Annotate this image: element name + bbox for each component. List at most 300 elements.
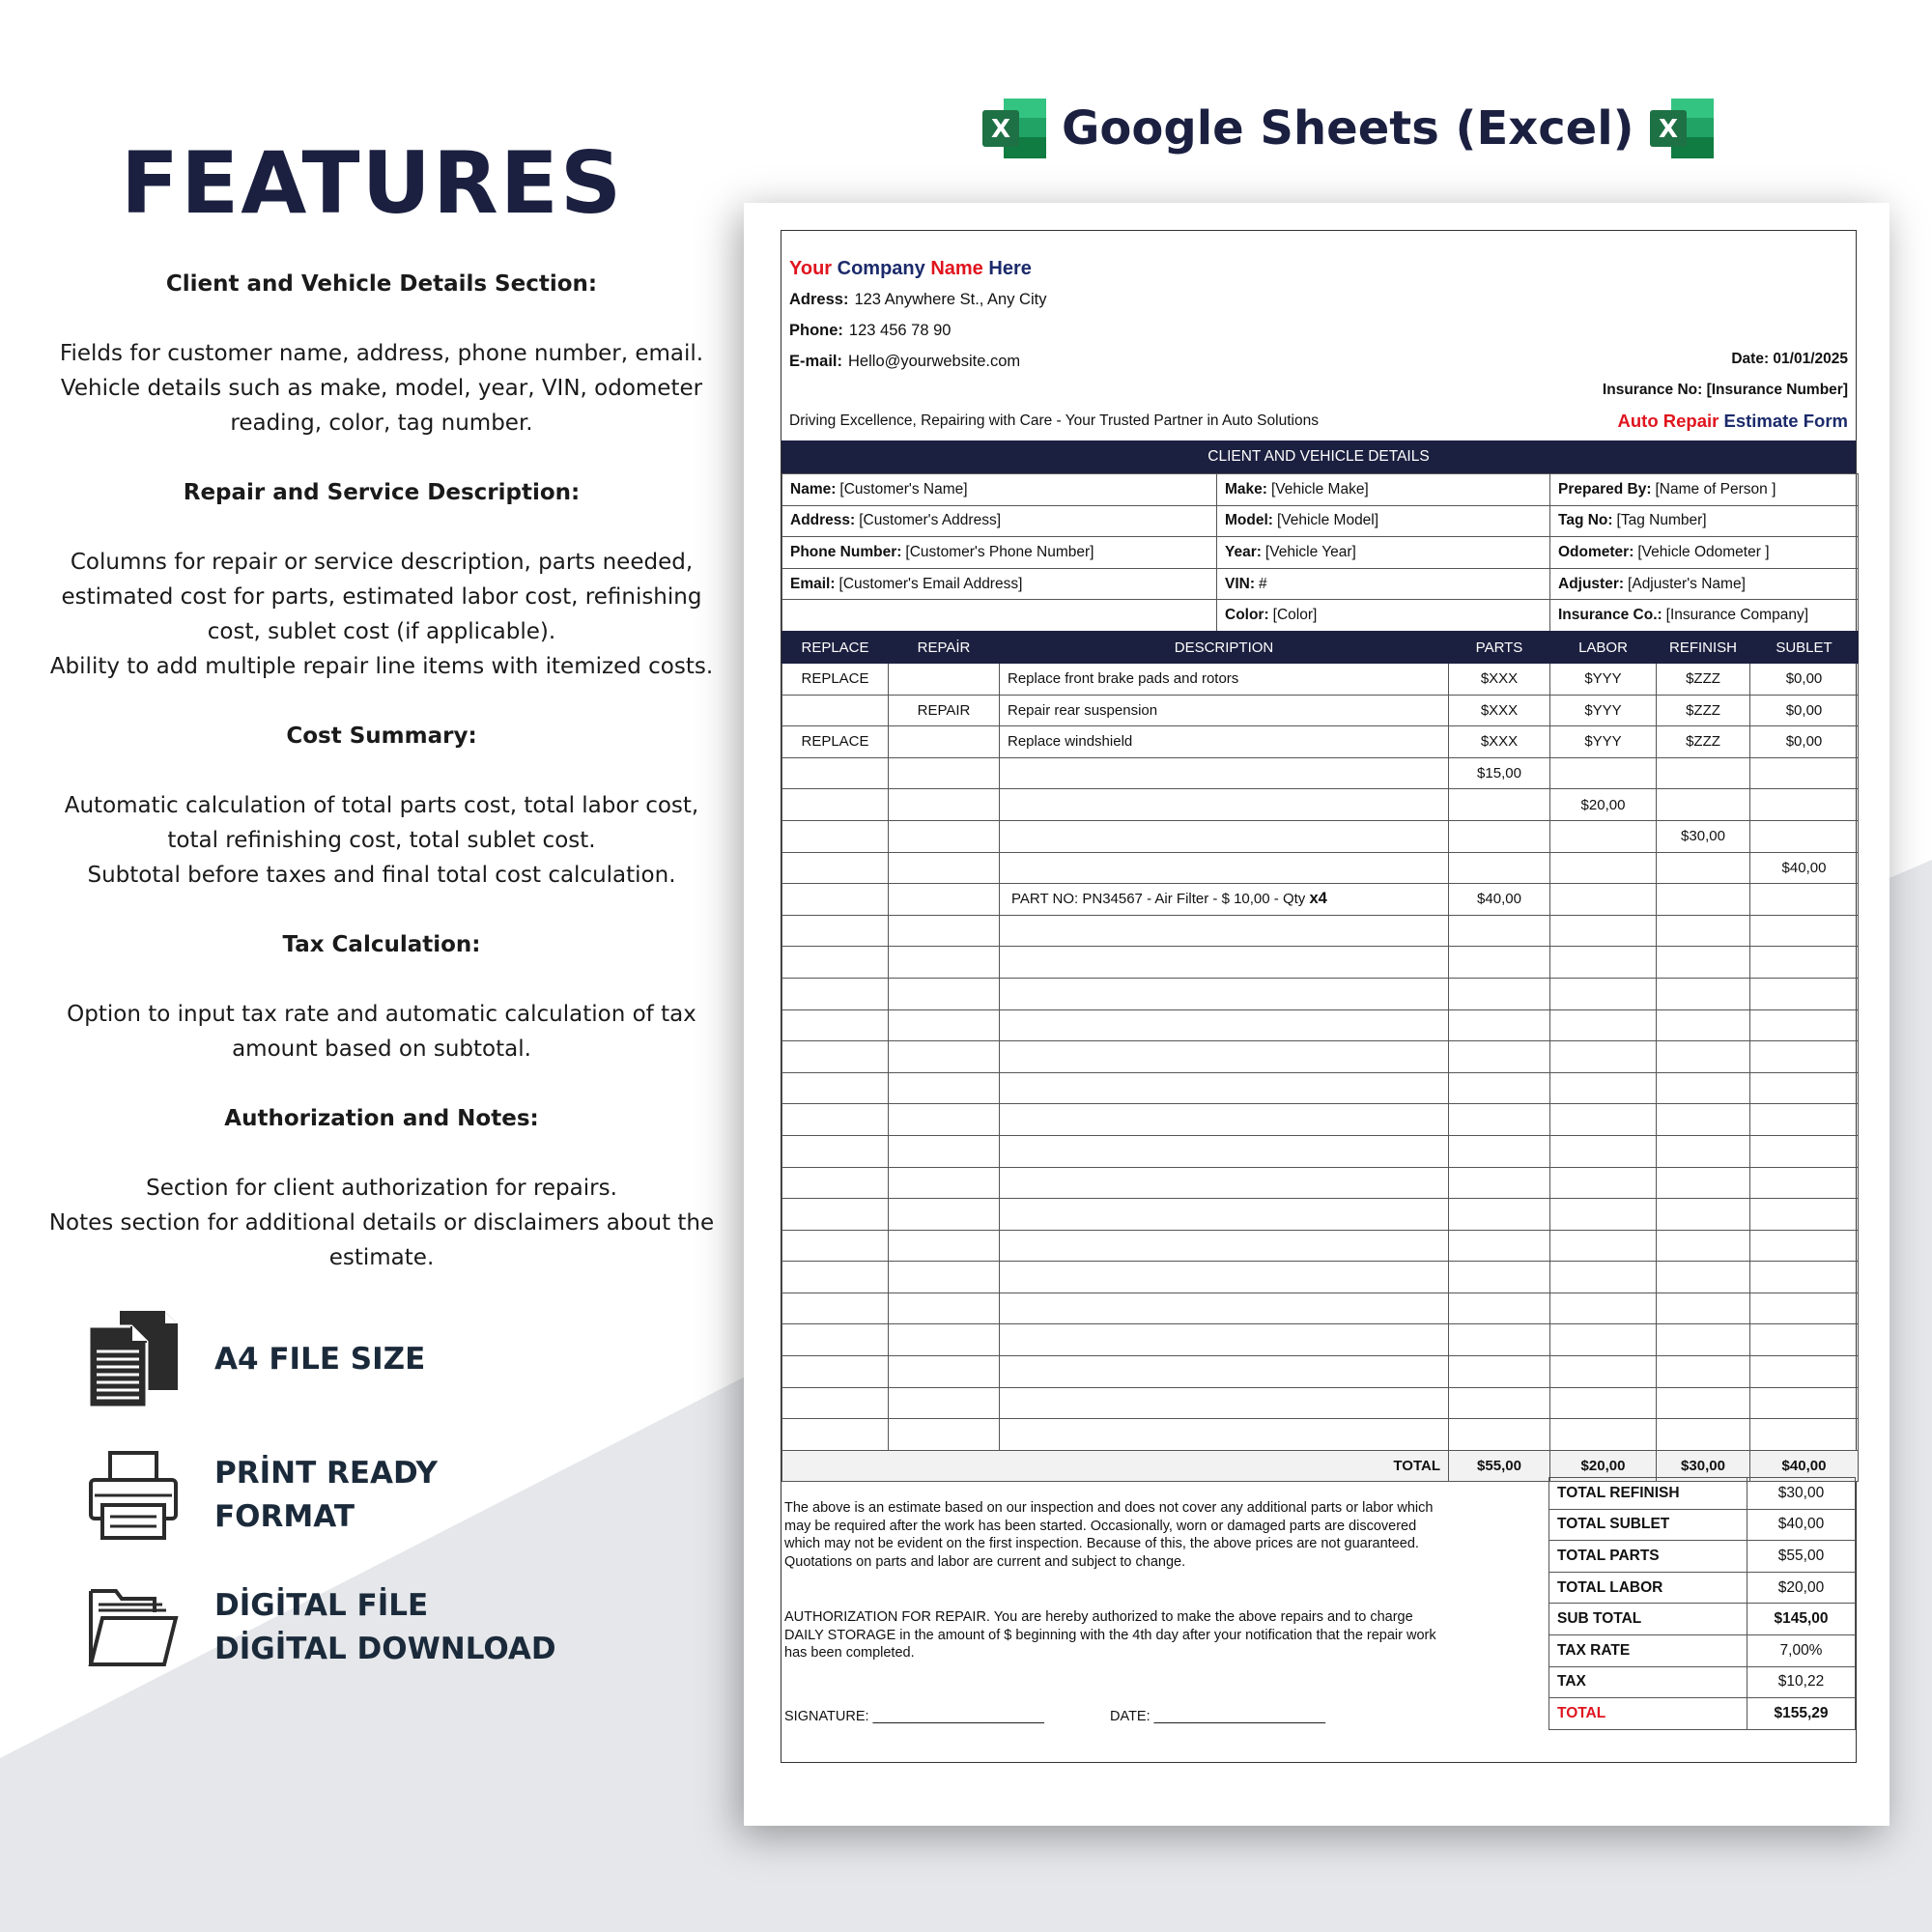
item-cell[interactable] [1449,1419,1550,1451]
details-row [782,505,1859,537]
feature-section [39,1101,724,1275]
item-cell[interactable]: Repair rear suspension [1000,695,1449,726]
summary-value[interactable]: $155,29 [1747,1698,1856,1730]
item-cell[interactable] [782,852,889,884]
item-cell[interactable] [1750,1199,1859,1231]
feature-heading: Tax Calculation: [282,932,481,957]
item-cell[interactable] [1550,820,1657,852]
details-cell[interactable] [1217,505,1550,537]
item-cell[interactable] [1550,884,1657,916]
item-cell[interactable] [1449,1324,1550,1356]
empty-row [782,915,1859,947]
item-cell[interactable]: $YYY [1550,664,1657,696]
item-cell[interactable] [1449,1135,1550,1167]
details-cell[interactable] [1550,568,1859,600]
details-label: Tag No: [1558,512,1613,529]
item-cell[interactable] [1657,1324,1750,1356]
item-cell[interactable] [1750,1262,1859,1293]
details-cell[interactable] [1217,600,1550,632]
feature-line: Ability to add multiple repair line items with itemized costs. [49,654,714,679]
badge-text [214,1338,425,1381]
item-cell[interactable]: $ZZZ [1657,664,1750,696]
item-cell[interactable] [1750,1041,1859,1073]
item-cell[interactable] [1000,1356,1449,1388]
company-phone [789,322,951,340]
item-cell[interactable] [1000,1167,1449,1199]
item-cell[interactable] [1657,1104,1750,1136]
item-cell[interactable] [889,1041,1000,1073]
item-cell[interactable] [1750,1293,1859,1324]
item-cell[interactable] [1657,1419,1750,1451]
item-cell[interactable] [1550,915,1657,947]
email-value: Hello@yourwebsite.com [848,353,1021,370]
company-email [789,353,1020,371]
item-cell[interactable] [889,884,1000,916]
summary-label: TOTAL LABOR [1549,1572,1747,1604]
item-cell[interactable] [1449,1356,1550,1388]
item-cell[interactable] [1657,978,1750,1009]
item-cell[interactable] [1550,1199,1657,1231]
column-header: REFINISH [1657,632,1750,664]
details-cell[interactable] [1217,474,1550,506]
item-cell[interactable] [1657,852,1750,884]
summary-value[interactable]: 7,00% [1747,1634,1856,1666]
badge-line: A4 FILE SIZE [214,1341,426,1377]
summary-value[interactable]: $30,00 [1747,1478,1856,1510]
excel-icon-letter: X [1658,115,1678,144]
item-cell[interactable] [1000,1419,1449,1451]
item-row [782,789,1859,821]
details-cell[interactable] [782,600,1217,632]
item-cell[interactable] [782,757,889,789]
feature-line: amount based on subtotal. [232,1037,531,1062]
item-cell[interactable] [782,1041,889,1073]
item-cell[interactable] [782,915,889,947]
item-cell[interactable] [782,695,889,726]
item-cell[interactable] [1000,1293,1449,1324]
item-cell[interactable] [1000,978,1449,1009]
feature-section [39,927,724,1066]
feature-text [39,545,724,684]
item-cell[interactable] [1449,1262,1550,1293]
empty-row [782,1262,1859,1293]
item-cell[interactable] [889,1293,1000,1324]
item-cell[interactable] [782,789,889,821]
item-cell[interactable] [889,1167,1000,1199]
sheets-title-text: Google Sheets (Excel) [1062,101,1634,156]
part-description: PART NO: PN34567 - Air Filter - $ 10,00 - Qty [1011,891,1310,908]
details-cell[interactable] [1550,537,1859,569]
item-cell[interactable] [889,852,1000,884]
item-cell[interactable] [889,1230,1000,1262]
item-cell[interactable] [1657,789,1750,821]
details-value: # [1259,575,1267,592]
item-cell[interactable] [1449,820,1550,852]
total-labor: $20,00 [1550,1450,1657,1482]
item-cell[interactable] [1750,1104,1859,1136]
estimate-sheet [744,203,1889,1826]
total-sublet: $40,00 [1750,1450,1859,1482]
item-cell[interactable] [1550,1041,1657,1073]
item-cell[interactable] [889,1199,1000,1231]
item-cell[interactable] [1550,1009,1657,1041]
item-cell[interactable] [782,884,889,916]
details-label: Adjuster: [1558,575,1625,592]
item-cell[interactable] [1000,1262,1449,1293]
cost-summary [1548,1477,1856,1730]
printer-icon [87,1449,180,1542]
details-cell[interactable] [1550,474,1859,506]
item-cell[interactable] [1657,1135,1750,1167]
item-cell[interactable] [889,789,1000,821]
estimate-disclaimer: The above is an estimate based on our inspection and does not cover any additional parts or labor which may be required after the work has been started. Occasionally, worn or damaged parts are discovered which may not be evident on the first inspection. Because of this, the above prices are not guaranteed. Quotations on parts and labor are current and subject to change. [784,1500,1434,1570]
item-cell[interactable] [1000,1199,1449,1231]
item-cell[interactable] [889,1072,1000,1104]
item-cell[interactable] [1750,1135,1859,1167]
item-cell[interactable] [1750,757,1859,789]
address-value: 123 Anywhere St., Any City [854,291,1047,308]
item-cell[interactable]: Replace front brake pads and rotors [1000,664,1449,696]
item-cell[interactable]: $YYY [1550,726,1657,758]
item-cell[interactable] [1000,1230,1449,1262]
item-cell[interactable] [1449,1199,1550,1231]
item-cell[interactable] [1750,884,1859,916]
item-cell[interactable] [1657,1041,1750,1073]
summary-row [1549,1572,1856,1604]
item-cell[interactable] [1750,947,1859,979]
item-cell[interactable] [782,1167,889,1199]
item-cell[interactable] [1449,915,1550,947]
item-row [782,852,1859,884]
item-cell[interactable] [1550,1104,1657,1136]
summary-value[interactable]: $20,00 [1747,1572,1856,1604]
details-label: VIN: [1225,575,1255,592]
summary-value[interactable]: $145,00 [1747,1604,1856,1635]
phone-value: 123 456 78 90 [848,322,952,339]
feature-line: Automatic calculation of total parts cost, total labor cost, [64,793,699,818]
details-cell[interactable] [1217,568,1550,600]
badge-text [214,1452,438,1539]
details-label: Insurance Co.: [1558,607,1662,624]
badge-print-ready [87,1449,438,1542]
item-cell[interactable] [782,1387,889,1419]
summary-row [1549,1541,1856,1573]
item-cell[interactable] [1449,789,1550,821]
item-cell[interactable] [1000,1104,1449,1136]
date-line[interactable]: DATE: ______________________ [1110,1709,1326,1724]
item-cell[interactable]: REPAIR [889,695,1000,726]
item-cell[interactable]: $15,00 [1449,757,1550,789]
item-cell[interactable] [1550,1262,1657,1293]
item-cell[interactable] [1550,1419,1657,1451]
details-label: Model: [1225,512,1273,529]
feature-line: Vehicle details such as make, model, year, VIN, odometer [60,376,703,401]
item-cell[interactable] [889,1387,1000,1419]
company-tagline: Driving Excellence, Repairing with Care - Your Trusted Partner in Auto Solutions [789,412,1319,429]
item-cell[interactable] [889,978,1000,1009]
part-row [782,884,1859,916]
item-cell[interactable] [889,1135,1000,1167]
item-cell[interactable]: Replace windshield [1000,726,1449,758]
item-cell[interactable] [1657,1387,1750,1419]
item-cell[interactable] [1750,915,1859,947]
item-cell[interactable] [782,1135,889,1167]
item-cell[interactable] [1657,757,1750,789]
item-cell[interactable] [1550,1167,1657,1199]
item-cell[interactable] [889,1419,1000,1451]
item-cell[interactable] [889,757,1000,789]
item-cell[interactable] [782,1293,889,1324]
item-cell[interactable] [1550,757,1657,789]
item-cell[interactable] [1750,1356,1859,1388]
item-cell[interactable] [1750,789,1859,821]
item-row [782,664,1859,696]
item-cell[interactable] [1750,1419,1859,1451]
feature-line: Fields for customer name, address, phone number, email. [59,341,704,366]
item-cell[interactable] [1550,852,1657,884]
item-cell[interactable]: $40,00 [1449,884,1550,916]
column-header: LABOR [1550,632,1657,664]
item-cell[interactable] [1449,1072,1550,1104]
details-value: [Vehicle Model] [1276,512,1379,529]
item-cell[interactable]: $XXX [1449,726,1550,758]
total-refinish: $30,00 [1657,1450,1750,1482]
empty-row [782,1293,1859,1324]
item-cell[interactable] [1550,1387,1657,1419]
details-cell[interactable] [782,474,1217,506]
empty-row [782,978,1859,1009]
summary-label: TAX RATE [1549,1634,1747,1666]
item-cell[interactable] [889,1104,1000,1136]
feature-line: Section for client authorization for repairs. [146,1176,617,1201]
feature-line: Notes section for additional details or disclaimers about the [48,1210,715,1236]
excel-icon [980,97,1048,160]
item-cell[interactable] [1750,1072,1859,1104]
item-cell[interactable] [1550,1135,1657,1167]
details-label: Odometer: [1558,543,1634,560]
item-cell[interactable] [1000,1324,1449,1356]
details-value: [Tag Number] [1616,512,1707,529]
item-cell[interactable] [1449,1167,1550,1199]
item-cell[interactable] [889,915,1000,947]
details-label: Make: [1225,480,1267,497]
item-cell[interactable] [1000,757,1449,789]
item-cell[interactable] [1000,852,1449,884]
details-cell[interactable] [1217,537,1550,569]
empty-row [782,1199,1859,1231]
item-cell[interactable] [1657,1072,1750,1104]
feature-line: Columns for repair or service description, parts needed, [70,550,694,575]
item-cell[interactable] [1000,789,1449,821]
item-cell[interactable] [1750,1167,1859,1199]
item-cell[interactable] [889,664,1000,696]
item-cell[interactable] [1449,947,1550,979]
item-cell[interactable] [1550,1230,1657,1262]
item-cell[interactable] [782,1262,889,1293]
item-cell[interactable] [1750,820,1859,852]
empty-row [782,1041,1859,1073]
item-cell[interactable] [1657,1199,1750,1231]
item-cell[interactable] [1000,820,1449,852]
item-cell[interactable] [1449,978,1550,1009]
details-label: Address: [790,512,856,529]
item-cell[interactable] [1550,1293,1657,1324]
item-cell[interactable] [1449,1009,1550,1041]
feature-line: reading, color, tag number. [230,411,533,436]
details-value: [Insurance Company] [1665,607,1808,624]
feature-line: total refinishing cost, total sublet cost. [167,828,596,853]
form-title [1618,411,1849,432]
item-cell[interactable] [889,1356,1000,1388]
badge-text [214,1584,556,1671]
client-vehicle-details [781,473,1859,632]
item-cell[interactable]: $XXX [1449,695,1550,726]
item-cell[interactable] [1000,1135,1449,1167]
item-cell[interactable]: $0,00 [1750,695,1859,726]
empty-row [782,1009,1859,1041]
item-cell[interactable] [1657,884,1750,916]
details-cell[interactable] [1550,505,1859,537]
item-cell[interactable] [1750,1324,1859,1356]
summary-row [1549,1634,1856,1666]
column-header: REPAİR [889,632,1000,664]
summary-value[interactable]: $40,00 [1747,1509,1856,1541]
item-cell[interactable] [1449,1387,1550,1419]
item-cell[interactable] [889,1262,1000,1293]
summary-row [1549,1604,1856,1635]
item-cell[interactable] [1000,915,1449,947]
item-cell[interactable] [782,1356,889,1388]
item-cell[interactable] [782,1199,889,1231]
item-cell[interactable]: $ZZZ [1657,726,1750,758]
feature-heading: Cost Summary: [286,724,477,749]
item-cell[interactable]: $ZZZ [1657,695,1750,726]
form-title-blue: Estimate Form [1723,411,1848,431]
item-cell[interactable] [1657,1230,1750,1262]
details-row [782,474,1859,506]
column-header: PARTS [1449,632,1550,664]
item-cell[interactable] [1449,1104,1550,1136]
details-cell[interactable] [782,537,1217,569]
item-cell[interactable] [1550,1356,1657,1388]
item-cell[interactable]: REPLACE [782,726,889,758]
features-list [39,267,724,1310]
details-value: [Customer's Email Address] [838,575,1023,592]
details-label: Color: [1225,607,1269,624]
summary-row [1549,1698,1856,1730]
estimate-date: Date: 01/01/2025 [1731,351,1848,367]
item-cell[interactable] [782,1419,889,1451]
item-cell[interactable] [1449,1293,1550,1324]
item-cell[interactable] [1449,852,1550,884]
details-row [782,537,1859,569]
item-cell[interactable] [782,1009,889,1041]
item-cell[interactable]: $YYY [1550,695,1657,726]
item-cell[interactable]: $XXX [1449,664,1550,696]
item-cell[interactable] [1750,978,1859,1009]
item-cell[interactable]: $0,00 [1750,664,1859,696]
estimate-form [781,230,1857,1763]
item-cell[interactable] [1550,1324,1657,1356]
empty-row [782,1387,1859,1419]
item-cell[interactable]: $40,00 [1750,852,1859,884]
item-cell[interactable] [1657,1293,1750,1324]
item-cell[interactable] [1449,1041,1550,1073]
item-cell[interactable] [1000,1387,1449,1419]
signature-line[interactable]: SIGNATURE: ______________________ [784,1709,1044,1724]
item-cell[interactable]: REPLACE [782,664,889,696]
item-cell[interactable] [1000,1009,1449,1041]
document-icon [87,1309,180,1409]
item-cell[interactable] [1657,1356,1750,1388]
details-row [782,600,1859,632]
details-row [782,568,1859,600]
item-cell[interactable] [1000,884,1449,916]
item-cell[interactable] [1449,1230,1550,1262]
item-cell[interactable] [1550,978,1657,1009]
item-cell[interactable] [782,1104,889,1136]
item-cell[interactable] [1750,1009,1859,1041]
item-cell[interactable] [1000,947,1449,979]
item-cell[interactable] [1657,1167,1750,1199]
item-cell[interactable] [889,820,1000,852]
item-cell[interactable] [782,1324,889,1356]
item-cell[interactable] [1550,947,1657,979]
item-cell[interactable] [1550,1072,1657,1104]
item-cell[interactable] [1657,1262,1750,1293]
authorization-text: AUTHORIZATION FOR REPAIR. You are hereby authorized to make the above repairs and to charge DAILY STORAGE in the amount of $ beginning with the 4th day after your notification that the repair work has been completed. [784,1609,1436,1661]
item-cell[interactable] [889,947,1000,979]
item-cell[interactable] [782,1230,889,1262]
item-cell[interactable]: $30,00 [1657,820,1750,852]
feature-heading: Client and Vehicle Details Section: [165,271,598,297]
item-cell[interactable]: $20,00 [1550,789,1657,821]
details-cell[interactable] [1550,600,1859,632]
summary-value[interactable]: $55,00 [1747,1541,1856,1573]
details-cell[interactable] [782,505,1217,537]
item-cell[interactable] [889,1009,1000,1041]
badge-line: DİGİTAL FİLE [214,1588,429,1623]
item-cell[interactable] [1657,1009,1750,1041]
feature-line: Subtotal before taxes and final total cost calculation. [87,863,676,888]
empty-row [782,1135,1859,1167]
details-value: [Customer's Name] [839,480,968,497]
item-cell[interactable]: $0,00 [1750,726,1859,758]
form-title-red: Auto Repair [1617,411,1719,431]
repair-items-table [781,631,1859,1482]
item-cell[interactable] [1657,947,1750,979]
item-cell[interactable] [1750,1387,1859,1419]
excel-icon [1648,97,1716,160]
summary-value[interactable]: $10,22 [1747,1666,1856,1698]
item-cell[interactable] [889,1324,1000,1356]
item-cell[interactable] [782,820,889,852]
details-value: [Customer's Address] [859,512,1002,529]
details-value: [Customer's Phone Number] [905,543,1094,560]
company-address [789,291,1046,309]
item-cell[interactable] [1000,1072,1449,1104]
item-cell[interactable] [782,978,889,1009]
item-cell[interactable] [1000,1041,1449,1073]
item-cell[interactable] [782,1072,889,1104]
details-cell[interactable] [782,568,1217,600]
item-cell[interactable] [782,947,889,979]
item-cell[interactable] [1657,915,1750,947]
summary-label: TOTAL REFINISH [1549,1478,1747,1510]
item-cell[interactable] [889,726,1000,758]
item-cell[interactable] [1750,1230,1859,1262]
feature-text [39,1171,724,1275]
